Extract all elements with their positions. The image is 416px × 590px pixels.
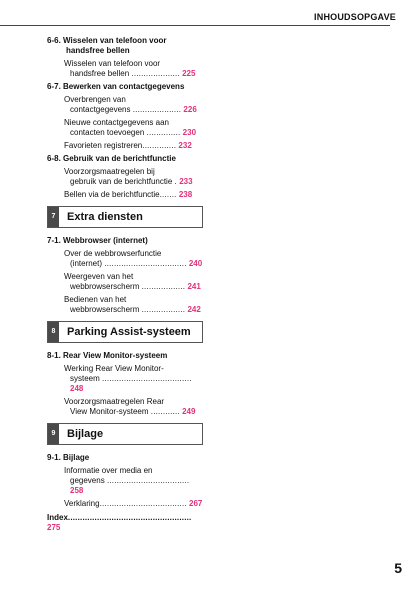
toc-entry[interactable]: Over de webbrowserfunctie (internet) .................................. 240 [64, 249, 203, 268]
section-heading-6-6[interactable]: 6-6. Wisselen van telefoon voor handsfree bellen [47, 36, 167, 55]
chapter-title: Parking Assist-systeem [67, 326, 191, 338]
page-link[interactable]: 242 [187, 305, 201, 314]
header-divider [0, 25, 390, 26]
toc-entry[interactable]: Nieuwe contactgegevens aan contacten toevoegen .............. 230 [64, 118, 197, 137]
section-heading-6-8[interactable]: 6-8. Gebruik van de berichtfunctie [47, 154, 176, 163]
chapter-number-badge: 7 [48, 207, 59, 227]
page-link[interactable]: 230 [182, 128, 197, 137]
chapter-heading-8[interactable] [47, 321, 203, 343]
chapter-heading-7[interactable] [47, 206, 203, 228]
toc-entry[interactable]: Bellen via de berichtfunctie....... 238 [64, 190, 193, 199]
toc-entry[interactable]: Werking Rear View Monitor- systeem ..................................... 248 [64, 364, 192, 393]
page-link[interactable]: 225 [182, 69, 196, 78]
page-link[interactable]: 233 [179, 177, 193, 186]
page-link[interactable]: 226 [183, 105, 197, 114]
toc-entry[interactable]: Favorieten registreren.............. 232 [64, 141, 192, 150]
page-link[interactable]: 238 [178, 190, 193, 199]
section-heading-6-7[interactable]: 6-7. Bewerken van contactgegevens [47, 82, 185, 91]
page-link[interactable]: 249 [182, 407, 196, 416]
toc-entry[interactable]: Bedienen van het webbrowserscherm .................. 242 [64, 295, 201, 314]
page-link[interactable]: 267 [189, 499, 203, 508]
page-link[interactable]: 275 [47, 523, 61, 532]
chapter-title: Extra diensten [67, 211, 143, 223]
chapter-number-badge: 9 [48, 424, 59, 444]
page-link[interactable]: 240 [188, 259, 203, 268]
toc-entry[interactable]: Overbrengen van contactgegevens .................... 226 [64, 95, 197, 114]
header-title: INHOUDSOPGAVE [314, 12, 396, 22]
toc-entry[interactable]: Wisselen van telefoon voor handsfree bellen .................... 225 [64, 59, 196, 78]
toc-entry[interactable]: Verklaring.................................... 267 [64, 499, 203, 508]
index-entry[interactable]: Index................................................... 275 [47, 513, 192, 532]
section-heading-9-1[interactable]: 9-1. Bijlage [47, 453, 90, 462]
page-link[interactable]: 258 [70, 486, 84, 495]
toc-entry[interactable]: Voorzorgsmaatregelen bij gebruik van de berichtfunctie . 233 [64, 167, 193, 186]
chapter-heading-9[interactable] [47, 423, 203, 445]
toc-entry[interactable]: Weergeven van het webbrowserscherm .................. 241 [64, 272, 201, 291]
chapter-title: Bijlage [67, 428, 104, 440]
page-link[interactable]: 241 [187, 282, 201, 291]
toc-entry[interactable]: Voorzorgsmaatregelen Rear View Monitor-systeem ............ 249 [64, 397, 196, 416]
page-number: 5 [394, 560, 402, 576]
toc-entry[interactable]: Informatie over media en gegevens .................................. 258 [64, 466, 190, 495]
chapter-number-badge: 8 [48, 322, 59, 342]
table-of-contents [47, 36, 203, 533]
section-heading-7-1[interactable]: 7-1. Webbrowser (internet) [47, 236, 148, 245]
page-link[interactable]: 232 [178, 141, 192, 150]
page-link[interactable]: 248 [70, 384, 84, 393]
section-heading-8-1[interactable]: 8-1. Rear View Monitor-systeem [47, 351, 168, 360]
